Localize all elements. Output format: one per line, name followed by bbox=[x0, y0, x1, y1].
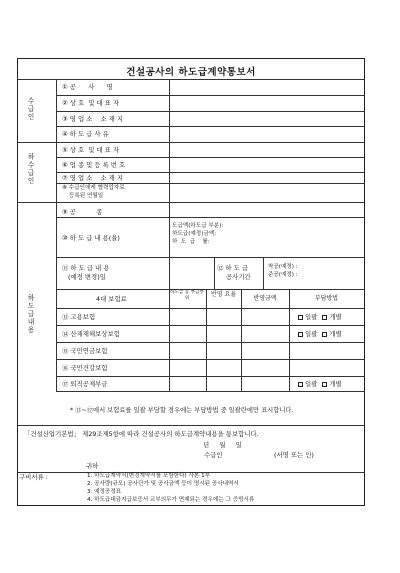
divider bbox=[56, 172, 364, 173]
insurance-type-header: 4대 보험료 bbox=[96, 295, 127, 303]
lump-option-label: 일괄 bbox=[305, 313, 318, 321]
employment-insurance-label: ⑬ 고용보험 bbox=[62, 313, 96, 321]
divider bbox=[263, 257, 264, 289]
national-pension-label: ⑮ 국민연금보험 bbox=[62, 347, 108, 355]
divider bbox=[18, 79, 364, 80]
attachment-item: 1. 하도급계약서(변경계약서를 포함한다) 사본 1부 bbox=[87, 473, 211, 479]
divider bbox=[169, 202, 170, 218]
notification-form bbox=[17, 58, 365, 506]
subcontractor-address-label: ⑦ 영 업 소 소 재 지 bbox=[62, 174, 124, 182]
retirement-deduction-options[interactable] bbox=[296, 380, 342, 388]
lump-checkbox[interactable] bbox=[298, 382, 303, 387]
employment-insurance-options[interactable] bbox=[296, 313, 342, 321]
divider bbox=[56, 217, 364, 218]
each-option-label: 개별 bbox=[329, 313, 342, 321]
lump-checkbox[interactable] bbox=[298, 315, 303, 320]
divider bbox=[56, 111, 364, 112]
contractor-address-label: ③ 영 업 소 소 재 지 bbox=[62, 115, 124, 123]
contract-amount-label: 도급액(하도급 부분): bbox=[172, 223, 224, 229]
divider bbox=[56, 183, 364, 184]
attachment-item: 3. 예정공정표 bbox=[87, 489, 122, 495]
divider bbox=[56, 376, 364, 377]
work-type-label: ⑨ 공 종 bbox=[62, 208, 103, 216]
contribution-header: 하도급 능 부금부위 bbox=[170, 290, 204, 301]
attachment-item: 4. 하도급대금지급보증서 교부의무가 면제되는 경우에는 그 증빙서류 bbox=[87, 497, 255, 503]
work-period-label-2: 공사기간 bbox=[226, 273, 251, 281]
divider bbox=[56, 342, 364, 343]
lump-checkbox[interactable] bbox=[298, 332, 303, 337]
attachments-heading: 구비서류 : bbox=[19, 473, 48, 481]
each-option-label: 개별 bbox=[329, 330, 342, 338]
retirement-deduction-label: ⑰ 퇴직공제부금 bbox=[62, 380, 108, 388]
subcontractor-business-label: ⑥ 업 종 및 등 록 번 호 bbox=[62, 161, 126, 169]
lump-option-label: 일괄 bbox=[305, 380, 318, 388]
amount-header: 반영금액 bbox=[253, 295, 277, 302]
subcontractor-ceo-label: ⑤ 상 호 및 대 표 자 bbox=[62, 146, 119, 154]
insurance-note: * ⑬~⑰에서 보험료를 일괄 부담할 경우에는 부담방법 중 일괄란에만 표시합니다. bbox=[70, 407, 294, 414]
industrial-accident-label: ⑭ 산재재해보상보험 bbox=[62, 330, 120, 338]
divider bbox=[56, 157, 364, 158]
work-period-label: ⑫ 하 도 급 bbox=[217, 264, 249, 272]
divider bbox=[169, 257, 170, 289]
divider bbox=[169, 217, 170, 257]
signature-hint: (서명 또는 인) bbox=[274, 451, 314, 459]
contractor-group-label: 수급인 bbox=[27, 97, 35, 121]
attachments-section bbox=[17, 471, 365, 506]
rate-header: 반영 요율 bbox=[210, 291, 237, 298]
subcontract-amount-label: 하도급(예정)금액: bbox=[172, 231, 217, 237]
divider bbox=[214, 257, 215, 289]
subcontract-group-label: 하도급내용 bbox=[27, 294, 35, 334]
subcontract-date-label-2: (예정 변경)일 bbox=[68, 273, 106, 281]
divider bbox=[56, 95, 364, 96]
divider bbox=[56, 308, 364, 309]
divider bbox=[56, 257, 364, 258]
divider bbox=[56, 391, 364, 392]
divider bbox=[18, 425, 364, 426]
lump-option-label: 일괄 bbox=[305, 330, 318, 338]
contractor-project-name-label: ① 공 사 명 bbox=[62, 83, 113, 91]
subcontract-date-label: ⑪ 하 도 급 내 용 bbox=[62, 264, 110, 272]
industrial-accident-options[interactable] bbox=[296, 330, 342, 338]
divider bbox=[56, 289, 364, 290]
each-checkbox[interactable] bbox=[322, 332, 327, 337]
contractor-ceo-label: ② 상 호 및 대 표 자 bbox=[62, 99, 119, 107]
legal-statement: 「건설산업기본법」 제29조제5항에 따라 건설공사의 하도급계약내용을 통보합니다. bbox=[24, 430, 259, 438]
partner-registration-label: ⑧ 수급인에게 협력업자로 bbox=[62, 185, 125, 191]
subcontract-content-label: ⑩ 하 도 급 내 용(율) bbox=[62, 234, 120, 242]
divider bbox=[18, 202, 364, 203]
end-date-label: 준공(예정) : bbox=[268, 272, 298, 278]
each-checkbox[interactable] bbox=[322, 382, 327, 387]
subcontract-reason-label: ④ 하 도 급 사 유 bbox=[62, 130, 109, 138]
recipient-label: 귀하 bbox=[86, 462, 99, 470]
attachment-item: 2. 공사량(규모) 공사단가 및 공사금액 등이 명시된 공사내역서 bbox=[87, 481, 239, 487]
divider bbox=[56, 325, 364, 326]
subcontract-rate-label: 하 도 급 률: bbox=[172, 239, 210, 245]
health-insurance-label: ⑯ 국민건강보험 bbox=[62, 364, 108, 372]
divider bbox=[18, 142, 364, 143]
payment-method-header: 부담방법 bbox=[314, 295, 339, 302]
subcontractor-group-label: 하수급인 bbox=[27, 153, 35, 185]
signer-label: 수급인 bbox=[204, 451, 223, 459]
date-line: 년 월 일 bbox=[203, 441, 242, 449]
each-checkbox[interactable] bbox=[322, 315, 327, 320]
start-date-label: 착공(예정) : bbox=[268, 264, 298, 270]
form-title: 건설공사의 하도급계약통보서 bbox=[126, 67, 256, 78]
divider bbox=[56, 359, 364, 360]
partner-registration-label-2: 등록된 연월일 bbox=[69, 193, 104, 199]
each-option-label: 개별 bbox=[329, 380, 342, 388]
divider bbox=[56, 126, 364, 127]
